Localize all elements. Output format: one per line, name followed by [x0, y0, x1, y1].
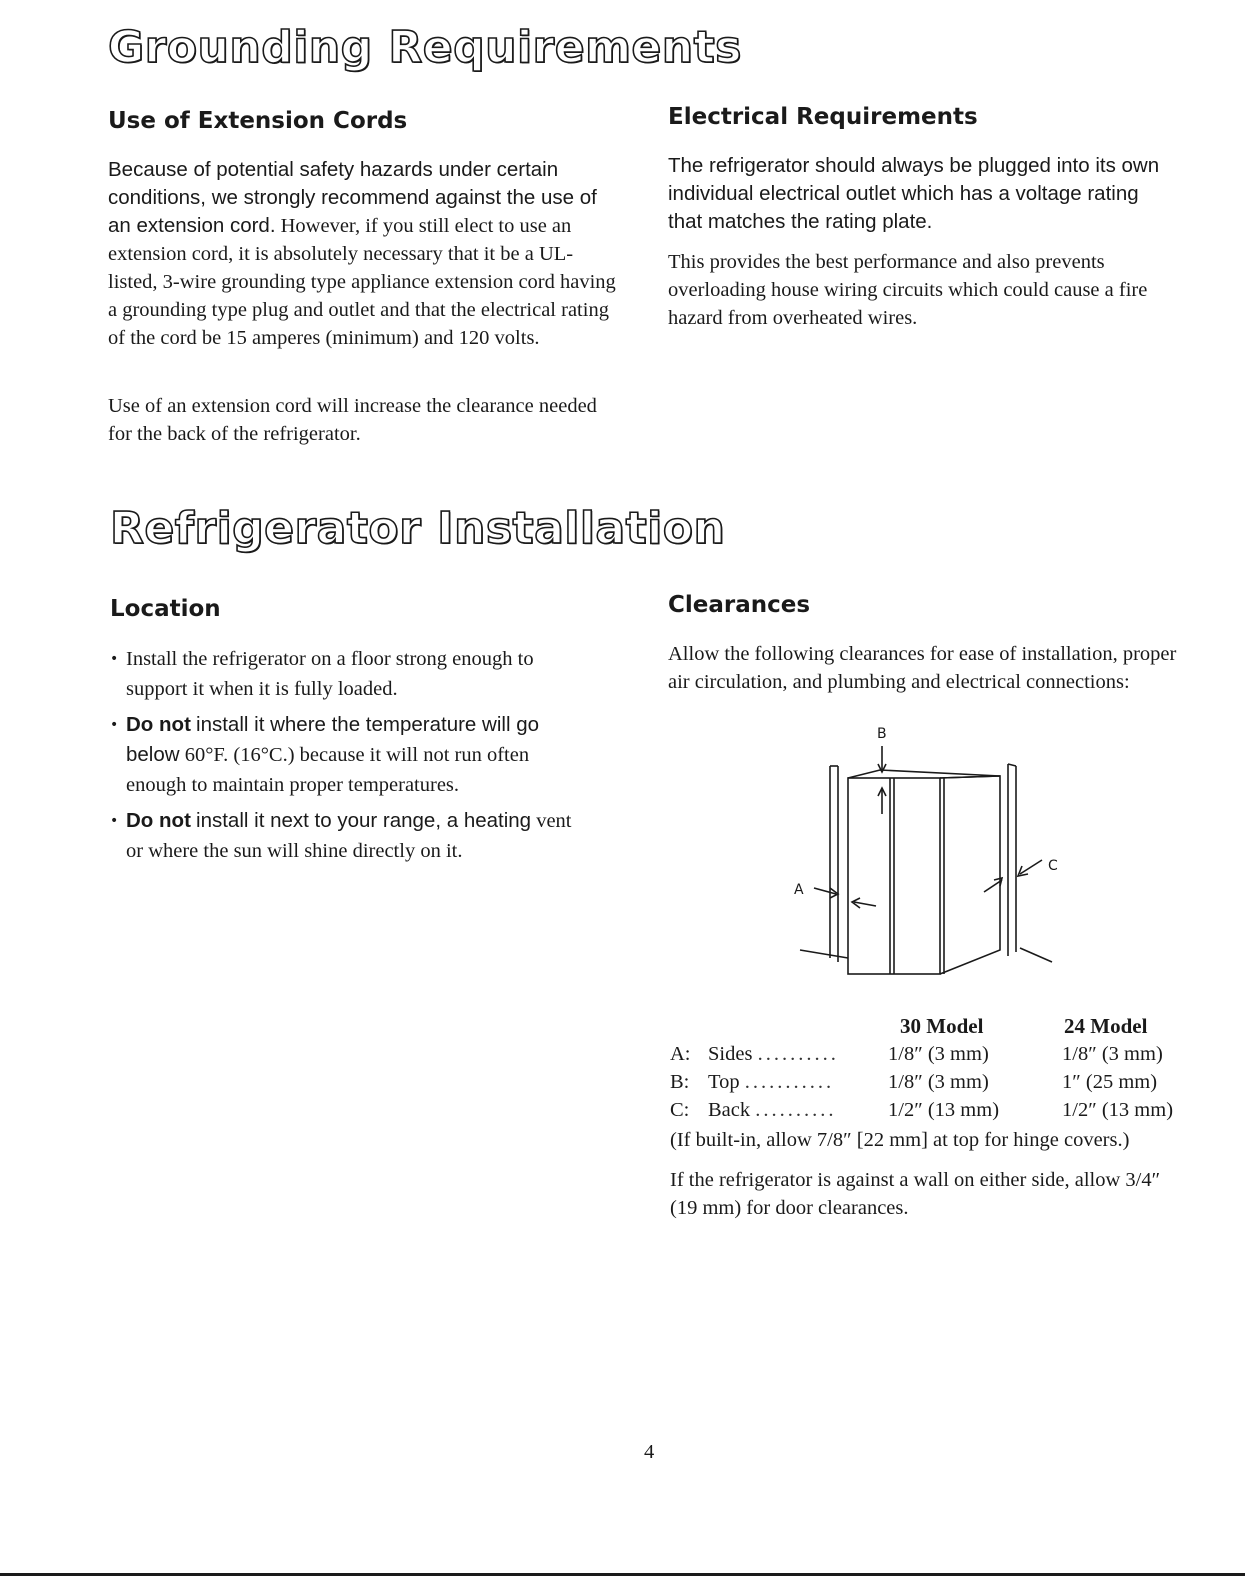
column-24-model: 24 Model [1064, 1013, 1148, 1038]
column-30-model: 30 Model [900, 1013, 984, 1038]
row-value-24: 1″ (25 mm) [1062, 1070, 1158, 1093]
wall-clearance-note: If the refrigerator is against a wall on either side, allow 3/4″ (19 mm) for door clearances. [670, 1169, 1161, 1219]
bullet-floor-text: Install the refrigerator on a floor strong enough to support it when it is fully loaded. [126, 648, 534, 700]
bullet-temperature-sans: install it where the temperature will go below [126, 713, 539, 766]
extension-clearance-paragraph: Use of an extension cord will increase the clearance needed for the back of the refrigerator. [108, 395, 597, 445]
floor-line-left [800, 950, 848, 958]
location-bullet-list [110, 644, 580, 872]
bullet-do-not-label: Do not [126, 809, 191, 832]
row-value-30: 1/2″ (13 mm) [888, 1098, 1000, 1121]
table-row [670, 1040, 1173, 1068]
diagram-label-c: C [1048, 858, 1058, 874]
bullet-temperature-rest: 60°F. (16°C.) because it will not run often enough to maintain proper temperatures. [126, 744, 530, 796]
location-bullet-floor [110, 644, 580, 704]
bullet-range-rest: vent or where the sun will shine directly on it. [126, 810, 572, 862]
clearances-heading: Clearances [668, 592, 811, 618]
bullet-range-sans: install it next to your range, a heating [196, 809, 532, 832]
extension-cords-text-serif: However, if you still elect to use an extension cord, it is absolutely necessary that it be a UL-listed, 3-wire grounding type appliance extension cord having a grounding type plug and outlet and that the electrical rating of the cord be 15 amperes (minimum) and 120 volts. [108, 215, 616, 349]
location-heading: Location [110, 596, 221, 622]
bullet-dot-icon: • [110, 651, 119, 667]
table-row [670, 1096, 1173, 1124]
arrow-c-right [1020, 860, 1042, 874]
table-row [670, 1068, 1173, 1096]
location-bullet-range [110, 806, 580, 866]
page-number: 4 [644, 1441, 655, 1463]
row-value-30: 1/8″ (3 mm) [888, 1070, 989, 1093]
extension-cords-heading: Use of Extension Cords [108, 108, 408, 134]
extension-cords-paragraph [108, 156, 618, 352]
diagram-label-a: A [794, 882, 804, 898]
grounding-title: Grounding Requirements [108, 22, 742, 73]
arrow-c-right-head [1018, 866, 1028, 876]
row-label: Top [708, 1070, 740, 1093]
bullet-do-not-label: Do not [126, 713, 191, 736]
clearance-diagram [780, 718, 1070, 998]
floor-line-right [1020, 948, 1052, 962]
electrical-performance-paragraph: This provides the best performance and also prevents overloading house wiring circuits which could cause a fire hazard from overheated wires. [668, 251, 1148, 329]
electrical-requirements-heading: Electrical Requirements [668, 104, 978, 130]
diagram-label-b: B [877, 726, 887, 742]
row-value-30: 1/8″ (3 mm) [888, 1042, 989, 1065]
bottom-rule [0, 1573, 1245, 1576]
row-value-24: 1/2″ (13 mm) [1062, 1098, 1174, 1121]
bullet-dot-icon: • [110, 813, 119, 829]
electrical-requirements-paragraph: The refrigerator should always be plugged into its own individual electrical outlet which has a voltage rating that matches the rating plate. [668, 154, 1160, 233]
row-key: C: [670, 1098, 690, 1121]
clearance-table [670, 1012, 1173, 1124]
row-leader-dots: ........... [744, 1070, 835, 1093]
row-leader-dots: .......... [755, 1098, 837, 1121]
row-value-24: 1/8″ (3 mm) [1062, 1042, 1163, 1065]
location-bullet-temperature [110, 710, 580, 800]
row-key: B: [670, 1070, 690, 1093]
clearance-table-header [670, 1012, 1173, 1040]
installation-title: Refrigerator Installation [110, 503, 726, 554]
refrigerator-side [940, 776, 1000, 974]
row-label: Sides [708, 1042, 753, 1065]
row-leader-dots: .......... [757, 1042, 839, 1065]
extension-cords-text-sans: Because of potential safety hazards under certain conditions, we strongly recommend against the use of an extension cord. [108, 158, 597, 237]
back-wall-top [1008, 764, 1016, 766]
clearances-intro-paragraph: Allow the following clearances for ease of installation, proper air circulation, and plumbing and electrical connections: [668, 643, 1177, 693]
built-in-note: (If built-in, allow 7/8″ [22 mm] at top for hinge covers.) [670, 1129, 1130, 1151]
row-label: Back [708, 1098, 751, 1121]
row-key: A: [670, 1042, 691, 1065]
bullet-dot-icon: • [110, 717, 119, 733]
